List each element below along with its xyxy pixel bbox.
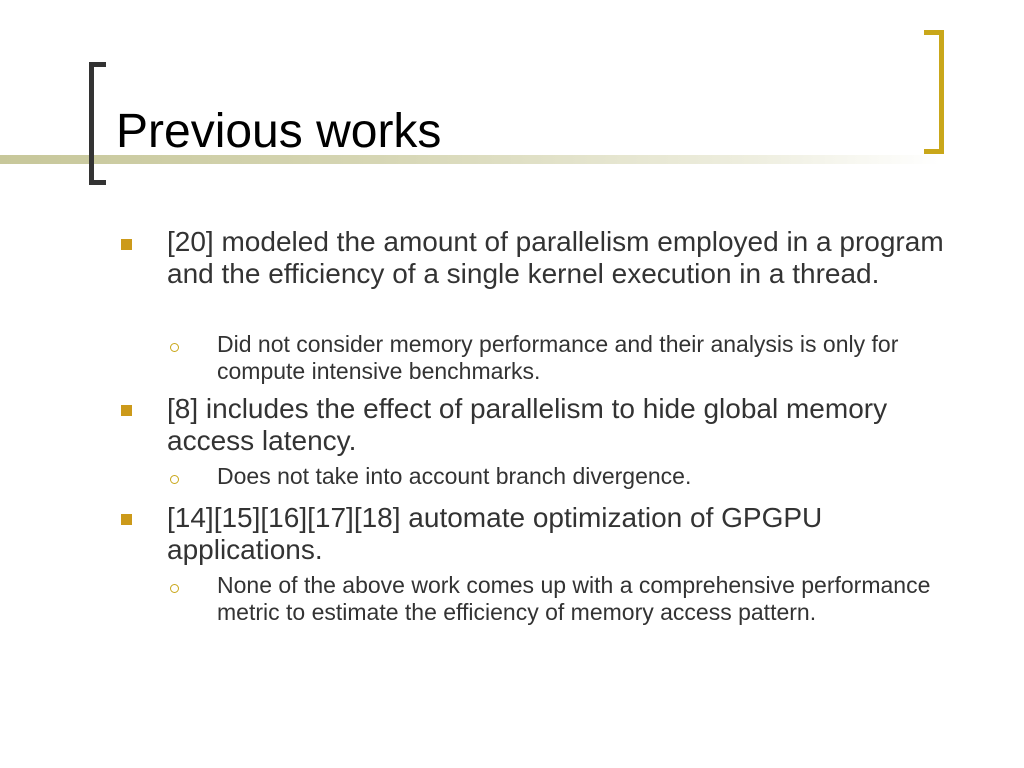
ring-bullet-icon [170,343,179,352]
slide-title: Previous works [116,105,442,158]
bullet-text: [14][15][16][17][18] automate optimization of GPGPU applications. [167,502,823,565]
square-bullet-icon [121,239,132,250]
bullet-text: [20] modeled the amount of parallelism employed in a program and the efficiency of a single kernel execution in a thread. [167,226,944,289]
sub-bullet-text: Did not consider memory performance and their analysis is only for compute intensive benchmarks. [217,331,899,384]
square-bullet-icon [121,405,132,416]
ring-bullet-icon [170,584,179,593]
ring-bullet-icon [170,475,179,484]
sub-bullet-text: Does not take into account branch divergence. [217,463,692,489]
bullet-text: [8] includes the effect of parallelism to hide global memory access latency. [167,393,888,456]
sub-bullet-text: None of the above work comes up with a comprehensive performance metric to estimate the efficiency of memory access pattern. [217,572,931,625]
square-bullet-icon [121,514,132,525]
